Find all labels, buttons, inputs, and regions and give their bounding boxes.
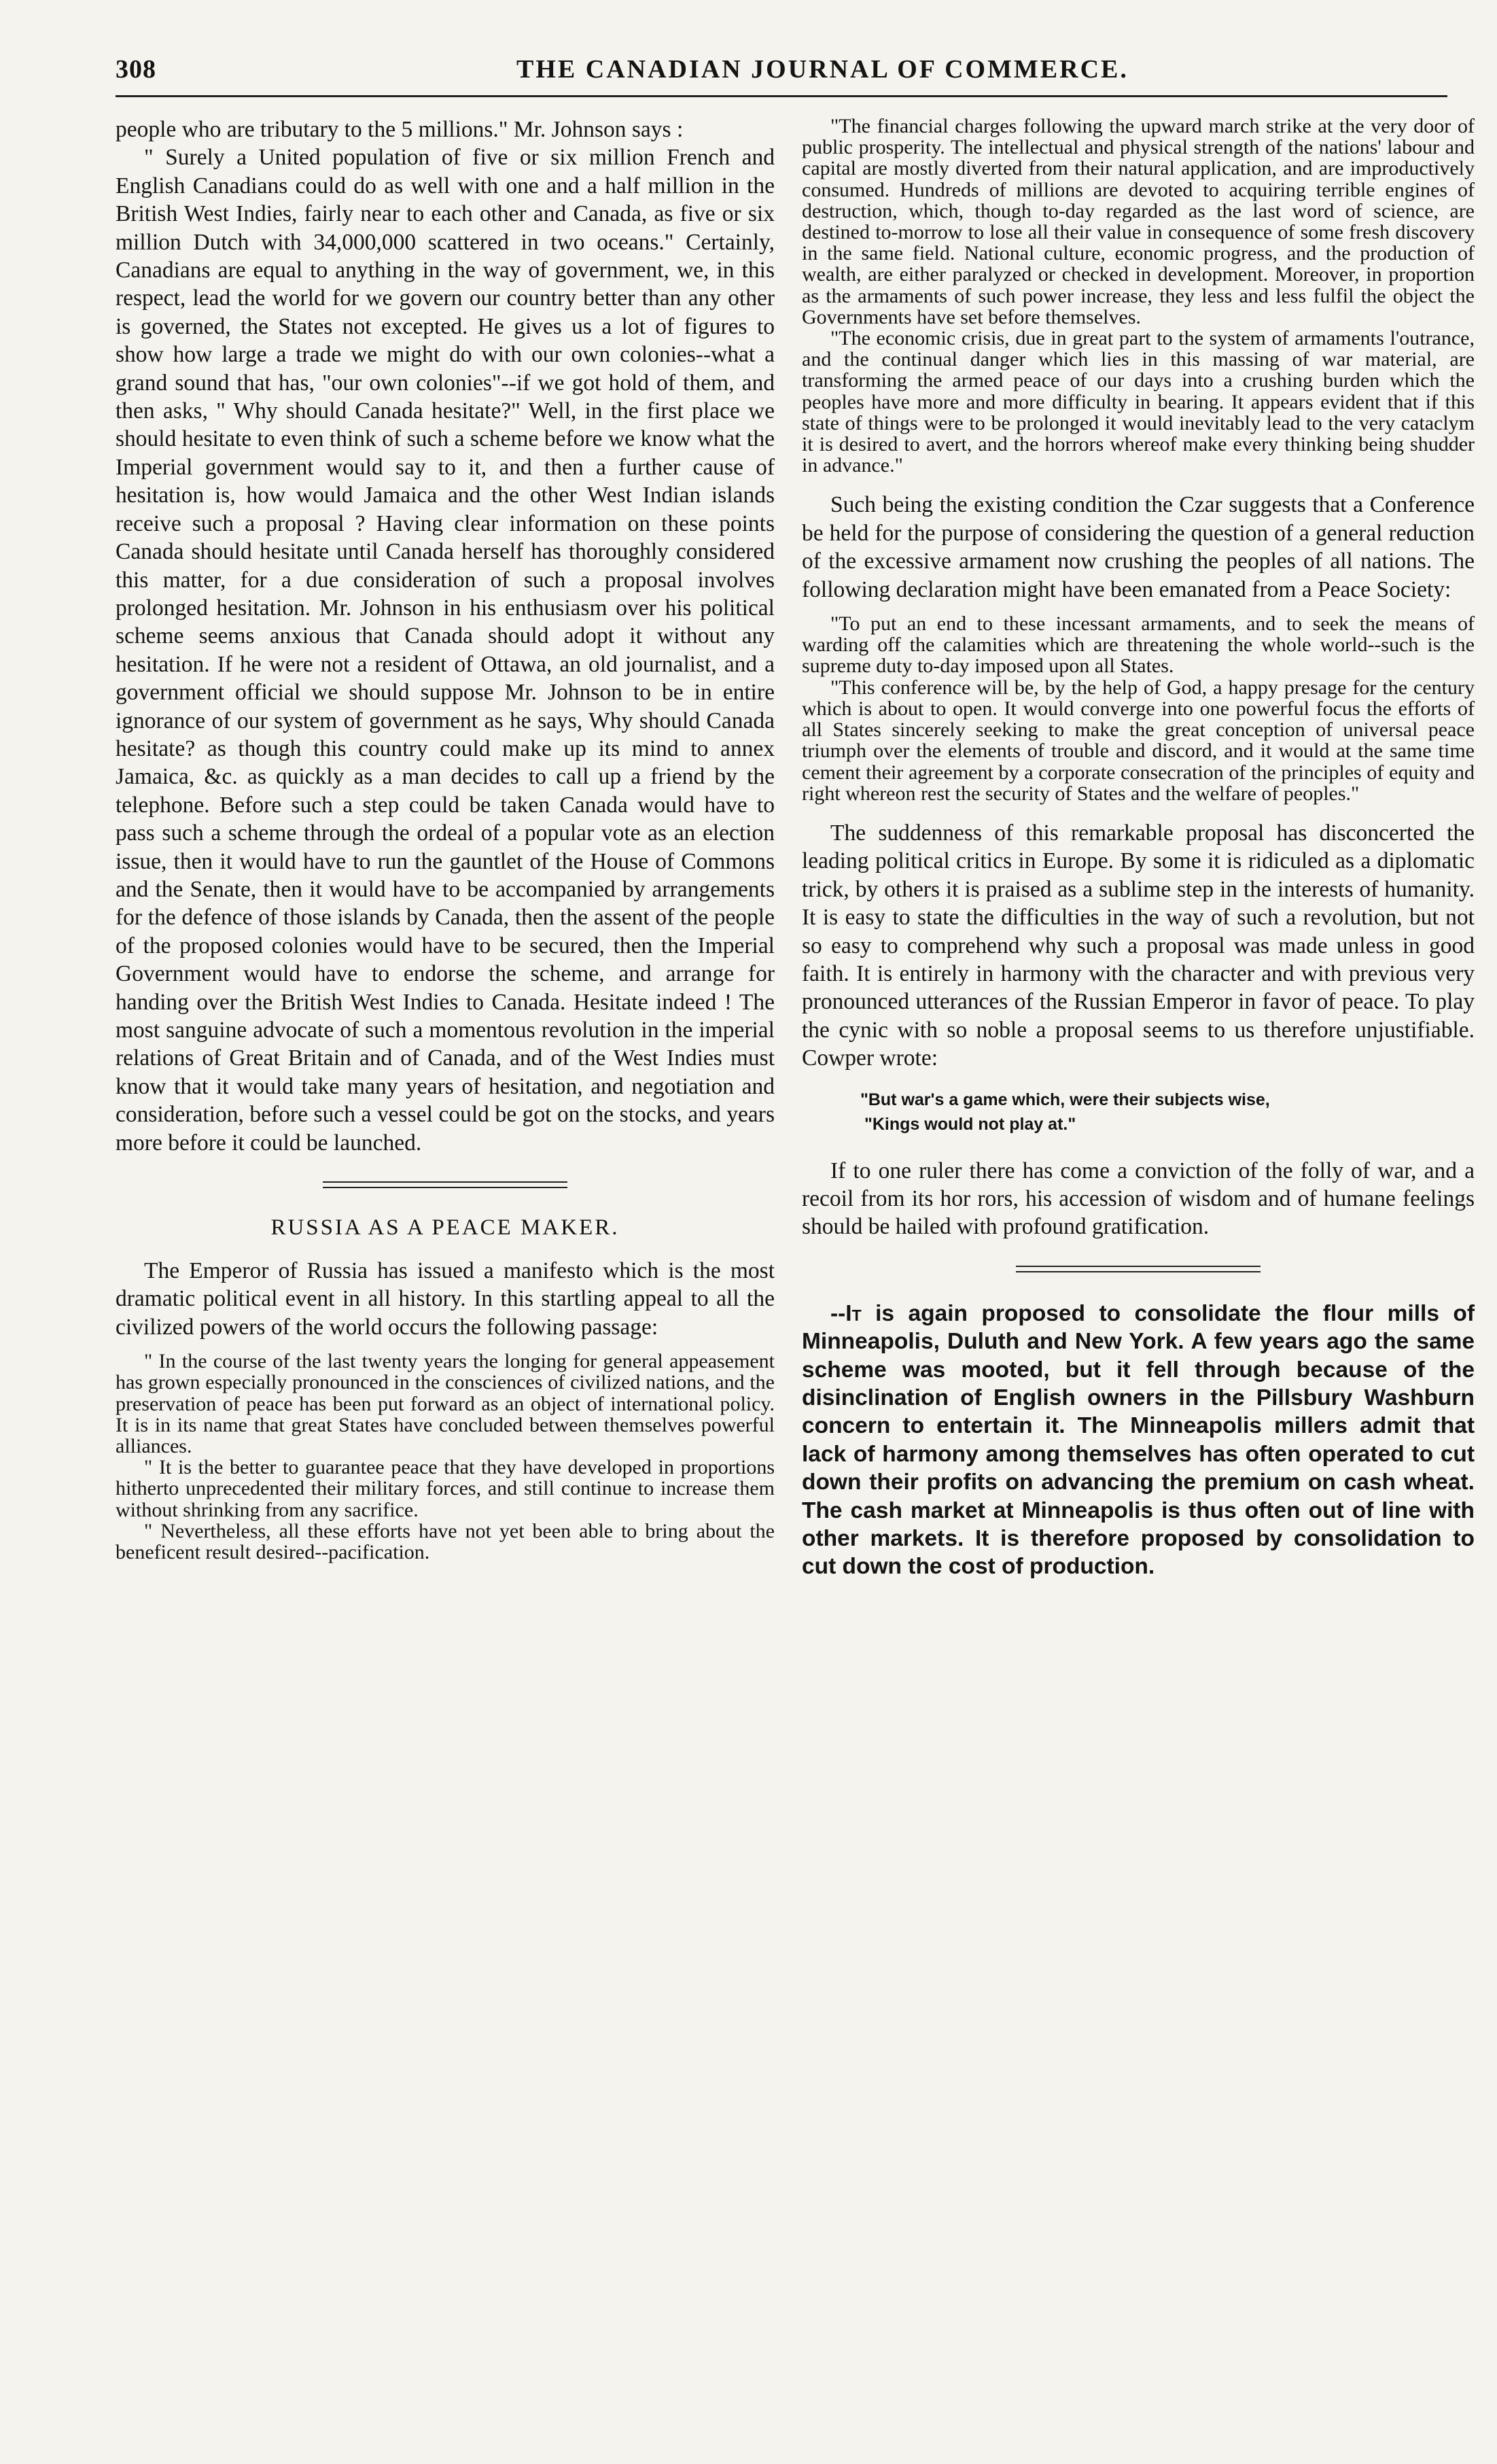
paragraph: The suddenness of this remarkable proposal has disconcerted the leading political critics in Europe. By some it is ridiculed as a diplomatic trick, by others it is praised as a sublime step in the interests of humanity. It is easy to state the difficulties in the way of such a revolution, but not so easy to comprehend why such a proposal was made unless in good faith. It is entirely in harmony with the character and with previous very pronounced utterances of the Russian Emperor in favor of peace. To play the cynic with so noble a proposal seems to us therefore unjustifiable. Cowper wrote: (802, 820, 1475, 1071)
header-rule (116, 95, 1447, 97)
quote-paragraph: " It is the better to guarantee peace that they have developed in proportions hitherto unprecedented their military forces, and still continue to increase them without shrinking from any sacrifice. (116, 1456, 775, 1521)
section-divider (1016, 1266, 1261, 1272)
cowper-quote (860, 1088, 1475, 1136)
quote-paragraph: " In the course of the last twenty years the longing for general appeasement has grown especially pronounced in the consciences of civilized nations, and the preservation of peace has been put forward as an object of international policy. It is in its name that great States have concluded between themselves powerful alliances. (116, 1350, 775, 1458)
paragraph: people who are tributary to the 5 millions." Mr. Johnson says : (116, 117, 684, 142)
quote-paragraph: "To put an end to these incessant armaments, and to seek the means of warding off the calamities which are threatening the whole world--such is the supreme duty to-day imposed upon all States. (802, 612, 1475, 678)
paragraph: If to one ruler there has come a conviction of the folly of war, and a recoil from its hor rors, his accession of wisdom and of humane feelings should be hailed with profound gratification. (802, 1158, 1475, 1240)
quote-paragraph: "The economic crisis, due in great part to the system of armaments l'outrance, and the continual danger which lies in this massing of war material, are transforming the armed peace of our days into a crushing burden which the peoples have more and more difficulty in bearing. It appears evident that if this state of things were to be prolonged it would inevitably lead to the very cataclym it is desired to avert, and the horrors whereof make every thinking being shudder in advance." (802, 327, 1475, 477)
quote-paragraph: "The financial charges following the upward march strike at the very door of public prosperity. The intellectual and physical strength of the nations' labour and capital are mostly diverted from their natural application, and are improductively consumed. Hundreds of millions are devoted to acquiring terrible engines of destruction, which, though to-day regarded as the last word of science, are destined to-morrow to lose all their value in consequence of some fresh discovery in the same field. National culture, economic progress, and the production of wealth, are either paralyzed or checked in development. Moreover, in proportion as the armaments of such power increase, they less and less fulfil the object the Governments have set before themselves. (802, 115, 1475, 328)
news-item-body: is again proposed to consolidate the flour mills of Minneapolis, Duluth and New York. A few years ago the same scheme was mooted, but it fell through because of the disinclination of English owners in the Pillsbury Washburn concern to entertain it. The Minneapolis millers admit that lack of harmony among themselves has often operated to cut down their profits on advancing the premium on cash wheat. The cash market at Minneapolis is thus often out of line with other markets. It is therefore proposed by consolidation to cut down the cost of production. (802, 1300, 1475, 1580)
page-number: 308 (116, 55, 156, 84)
spacer (802, 604, 1475, 613)
right-column (802, 116, 1475, 1581)
left-column (116, 116, 775, 1563)
spacer (802, 476, 1475, 491)
paragraph: Such being the existing condition the Czar suggests that a Conference be held for the purpose of considering the question of a general reduction of the excessive armament now crushing the peoples of all nations. The following declaration might have been emanated from a Peace Society: (802, 492, 1475, 602)
news-item (802, 1300, 1475, 1581)
quote-paragraph: " Nevertheless, all these efforts have not yet been able to bring about the beneficent result desired--pacification. (116, 1519, 775, 1564)
poem-line: "But war's a game which, were their subjects wise, (860, 1090, 1270, 1109)
spacer (116, 1341, 775, 1351)
manifesto-quote (116, 1351, 775, 1563)
quoted-paragraph: " Surely a United population of five or six million French and English Canadians could do as well with one and a half million in the British West Indies, fairly near to each other and Canada, as five or six million Dutch with 34,000,000 scattered in two oceans." Certainly, Canadians are equal to anything in the way of government, we, in this respect, lead the world for we govern our country better than any other is governed, the States not excepted. He gives us a lot of figures to show how large a trade we might do with our own colonies--what a grand sound that has, "our own colonies"--if we got hold of them, and then asks, " Why should Canada hesitate?" Well, in the first place we should hesitate to even think of such a scheme before we know what the Imperial government would say to it, and then a further cause of hesitation is, how would Jamaica and the other West Indian islands receive such a proposal ? Having clear information on these points Canada should hesitate until Canada herself has thoroughly considered this matter, for a due consideration of such a proposal involves prolonged hesitation. Mr. Johnson in his enthusiasm over his political scheme seems anxious that Canada should adopt it without any hesitation. If he were not a resident of Ottawa, an old journalist, and a government official we should suppose Mr. Johnson to be in entire ignorance of our system of government as he says, Why should Canada hesitate? as though this country could make up its mind to annex Jamaica, &c. as quickly as a man decides to call up a friend by the telephone. Before such a step could be taken Canada would have to pass such a scheme through the ordeal of a popular vote as an election issue, then it would have to run the gauntlet of the House of Commons and the Senate, then it would have to be accompanied by arrangements for the defence of those islands by Canada, then the assent of the people of the proposed colonies would have to be secured, then the Imperial Government would have to endorse the scheme, and arrange for handing over the British West Indies to Canada. Hesitate indeed ! The most sanguine advocate of such a momentous revolution in the imperial relations of Great Britain and of Canada, and of the West Indies must know that it would take many years of hesitation, and negotiation and consideration, before such a vessel could be got on the stocks, and years more before it could be launched. (116, 145, 775, 1156)
poem-line: "Kings would not play at." (864, 1114, 1076, 1134)
section-heading: RUSSIA AS A PEACE MAKER. (270, 1215, 620, 1240)
section-divider (323, 1181, 567, 1188)
quote-paragraph: "This conference will be, by the help of God, a happy presage for the century which is about to open. It would converge into one powerful focus the efforts of all States sincerely seeking to make the great conception of universal peace triumph over the elements of trouble and discord, and it would at the same time cement their agreement by a corporate consecration of the principles of equity and right whereon rest the security of States and the welfare of peoples." (802, 676, 1475, 805)
news-item-lead: --It (830, 1300, 862, 1326)
spacer (802, 804, 1475, 819)
paragraph: The Emperor of Russia has issued a manifesto which is the most dramatic political event in all history. In this startling appeal to all the civilized powers of the world occurs the following passage: (116, 1258, 775, 1340)
journal-title: THE CANADIAN JOURNAL OF COMMERCE. (516, 55, 1129, 84)
page-header (116, 54, 1420, 95)
